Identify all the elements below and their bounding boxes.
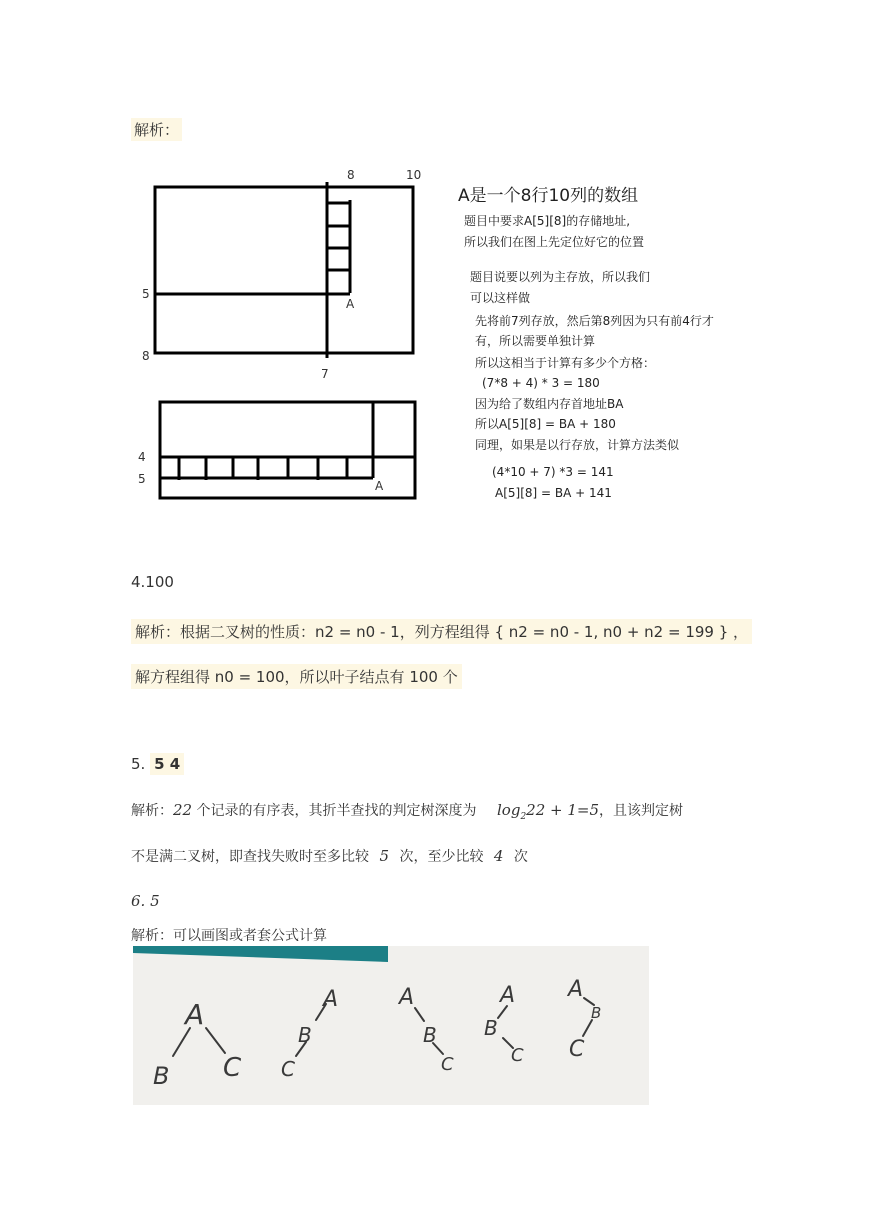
binary-trees-drawing [133,946,649,1105]
q5-explain-suffix: ，且该判定树 [599,803,684,819]
tree5-node-c: C [569,1037,585,1062]
q5-explanation-line1 [131,800,683,822]
notes-line: 所以A[5][8] = BA + 180 [475,417,616,431]
q5-min-compare: 4 [493,847,504,865]
q5-number: 5. [131,755,146,773]
q5-answer-line [131,755,184,773]
tree1-node-a: A [185,998,205,1031]
q5-explain-mid: 个记录的有序表，其折半查找的判定树深度为 [196,803,477,819]
notes-line: A[5][8] = BA + 141 [495,486,612,500]
tree5-node-a: A [568,977,584,1002]
notes-line: 有，所以需要单独计算 [475,334,596,348]
label-row5: 5 [142,287,150,301]
tree5-node-b: B [591,1004,602,1022]
notes-line: 所以这相当于计算有多少个方格： [475,356,656,370]
label-point-a-bottom: A [375,479,384,493]
notes-line: 先将前7列存放，然后第8列因为只有前4行才 [475,314,714,328]
q5-max-compare: 5 [379,847,389,865]
tree1-node-b: B [153,1062,170,1090]
label-col8: 8 [347,168,355,182]
notes-line: 同理，如果是以行存放，计算方法类似 [475,438,680,452]
tree2-node-a: A [323,987,339,1012]
notes-line: (7*8 + 4) * 3 = 180 [482,376,600,390]
q6-explanation: 解析：可以画图或者套公式计算 [131,928,327,944]
q4-explanation-line2: 解方程组得 n0 = 100，所以叶子结点有 100 个 [131,664,462,689]
array-diagram [130,160,730,510]
notes-line: (4*10 + 7) *3 = 141 [492,465,614,479]
tree3-node-a: A [399,985,415,1010]
tree4-node-c: C [511,1045,524,1066]
tree2-node-b: B [298,1023,312,1047]
q4-explanation-line1: 解析：根据二叉树的性质：n2 = n0 - 1，列方程组得 { n2 = n0 - 1, n0 + n2 = 199 } ， [131,619,752,644]
q5-count: 22 [173,801,193,819]
label-row4-bottom: 4 [138,450,146,464]
tree3-node-b: B [423,1023,437,1047]
label-row5-bottom: 5 [138,472,146,486]
q5-log: log [497,801,521,819]
q6-answer: 6. 5 [131,892,160,910]
q5-explain-prefix: 解析： [131,803,173,819]
notes-line: 可以这样做 [470,291,531,305]
tree3-node-c: C [441,1054,454,1075]
label-row8: 8 [142,349,150,363]
notes-title: A是一个8行10列的数组 [458,186,639,206]
label-col10: 10 [406,168,422,182]
binary-trees-photo [133,946,649,1105]
q5-line2-c: 次 [513,849,528,865]
q5-line2-a: 不是满二叉树，即查找失败时至多比较 [131,849,369,865]
q5-log-rest: + 1=5 [550,801,600,819]
section-heading: 解析： [131,118,182,141]
q5-explanation-line2 [131,846,528,866]
notes-line: 题目说要以列为主存放，所以我们 [470,270,651,284]
notes-line: 所以我们在图上先定位好它的位置 [464,235,645,249]
tree4-node-a: A [500,983,516,1008]
q5-log-base: 2 [520,812,527,822]
array-rect-top [155,187,413,353]
notes-line: 题目中要求A[5][8]的存储地址, [464,214,631,228]
tree4-node-b: B [484,1016,498,1040]
q5-line2-b: 次，至少比较 [399,849,484,865]
tree1-node-c: C [223,1053,242,1083]
q5-formula [497,801,600,822]
q5-log-arg: 22 [526,801,546,819]
tree2-node-c: C [281,1057,295,1081]
label-point-a: A [346,297,355,311]
label-col7: 7 [321,367,329,381]
q5-answer: 5 4 [150,753,184,775]
notes-line: 因为给了数组内存首地址BA [475,397,624,411]
q4-answer: 4.100 [131,573,174,591]
